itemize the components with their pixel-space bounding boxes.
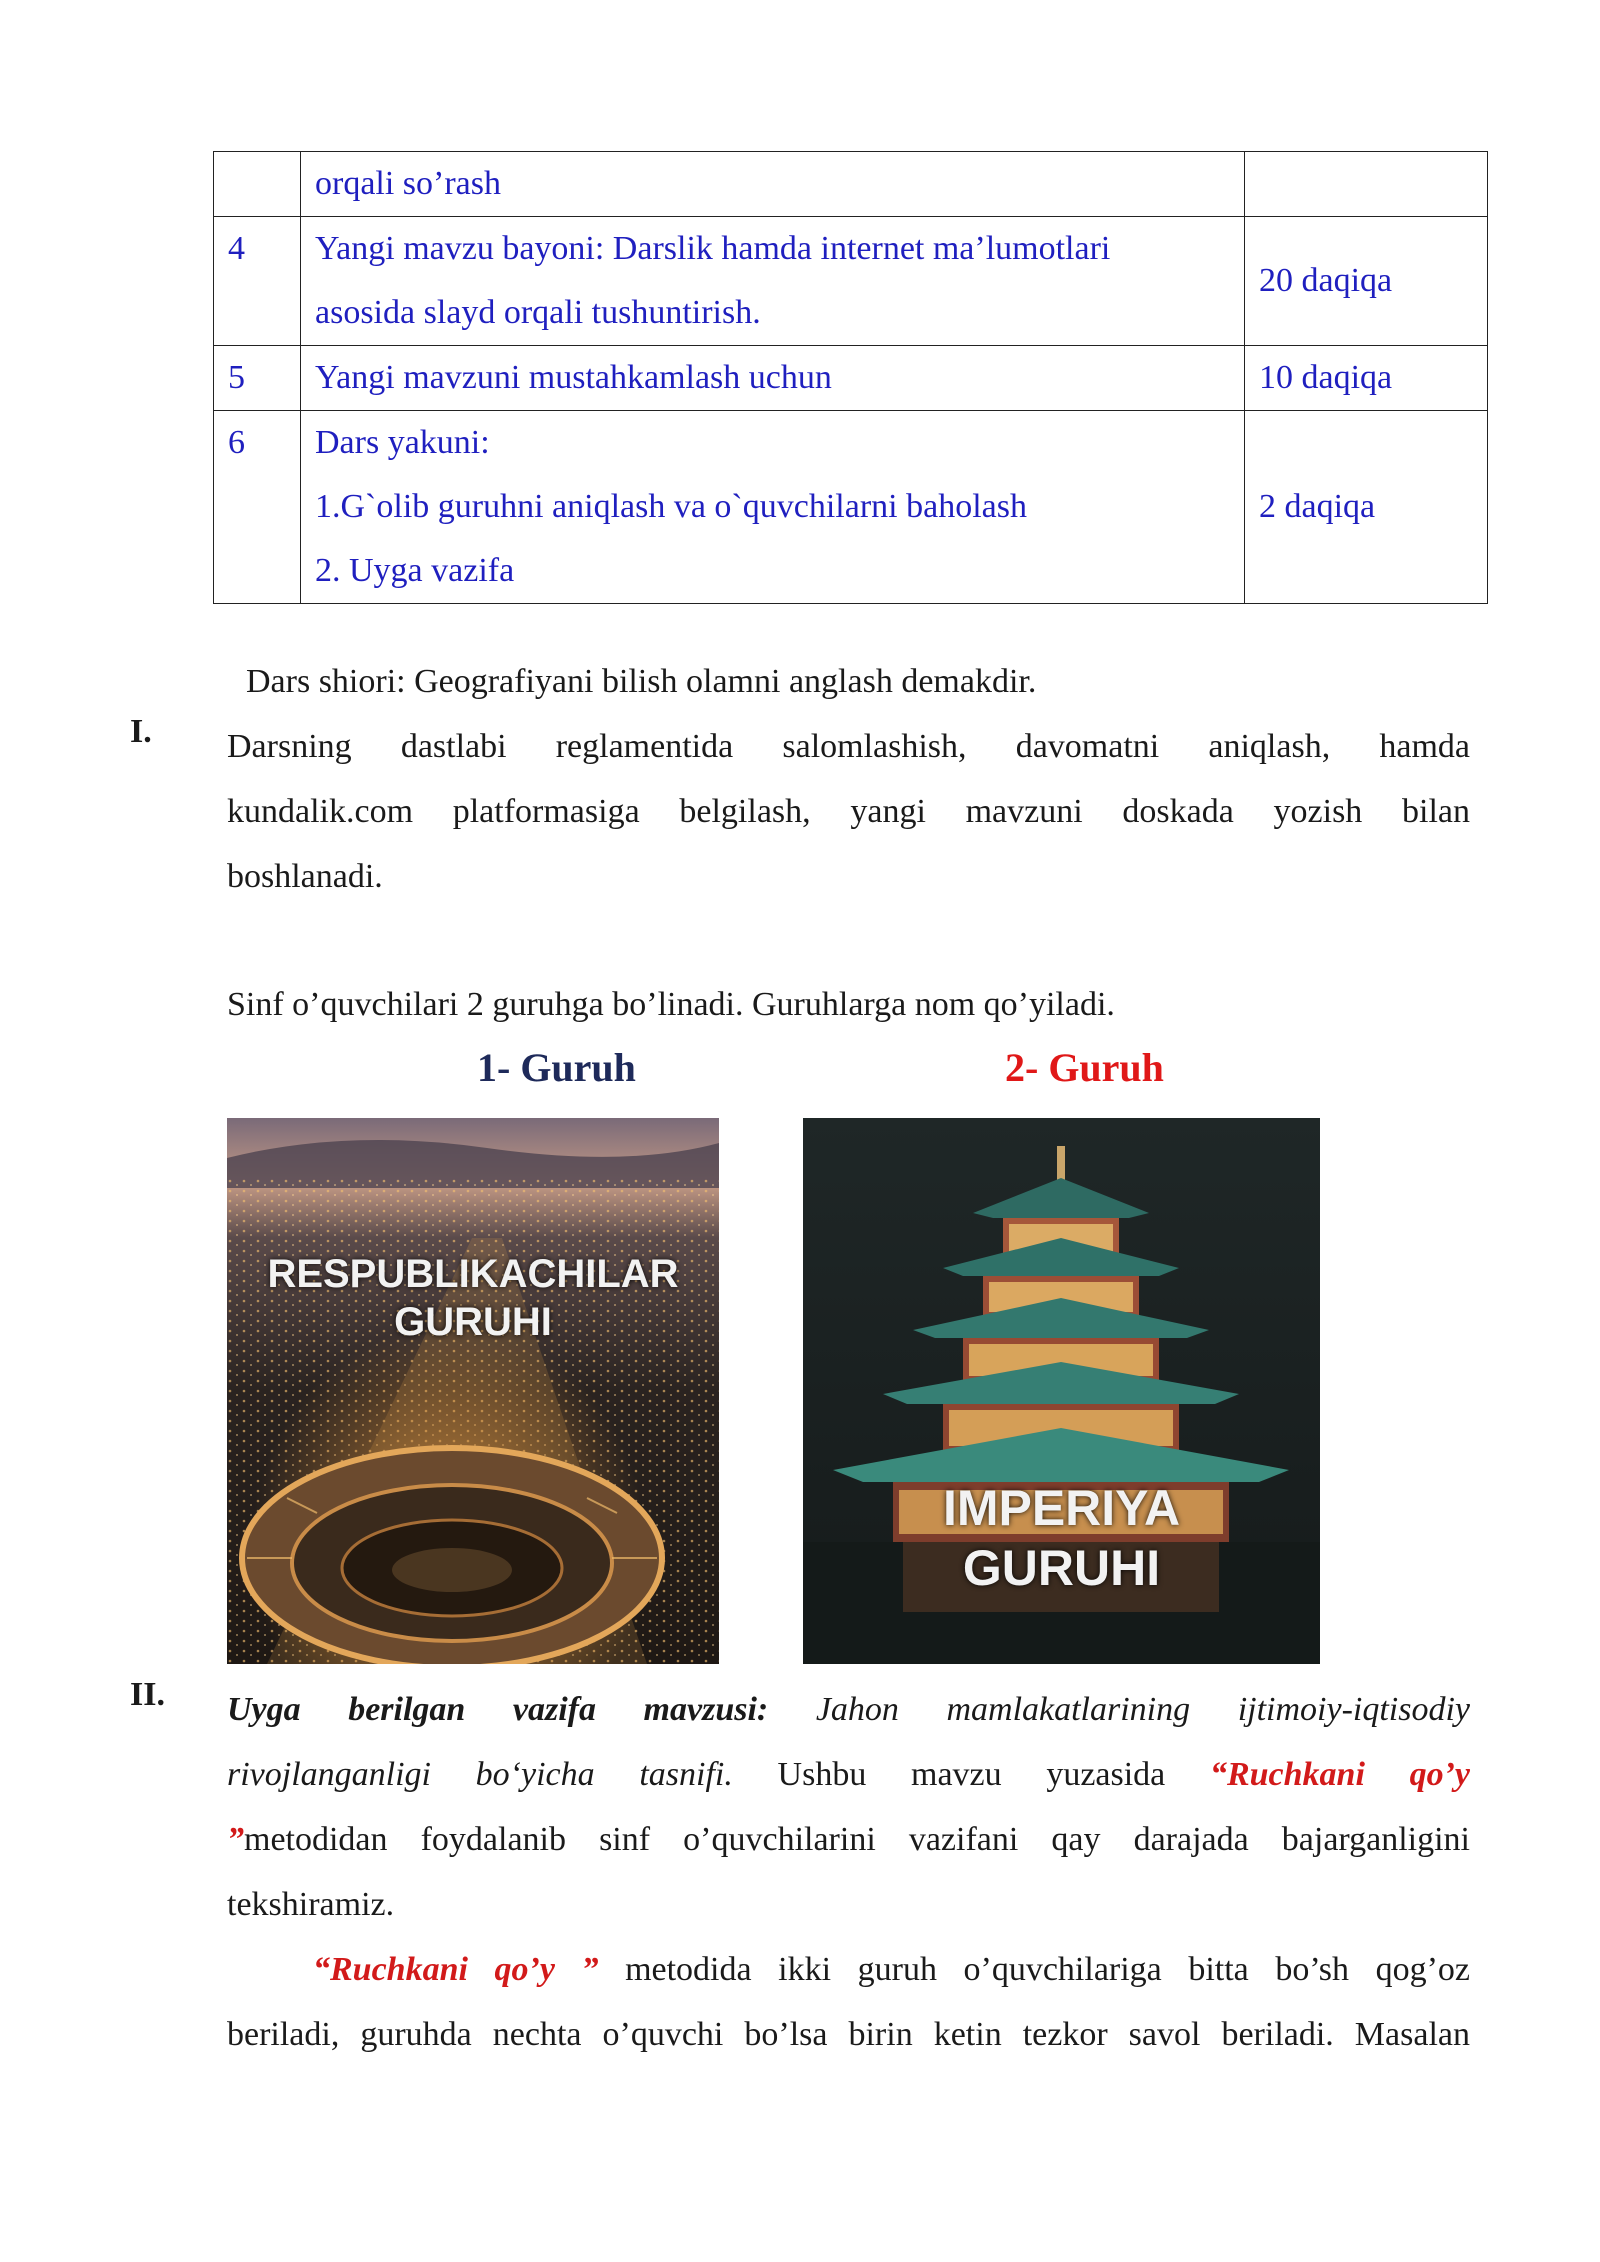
activity-line: Yangi mavzu bayoni: Darslik hamda internet ma’lumotlari (315, 230, 1111, 267)
paragraph-line (227, 1807, 1470, 1872)
colosseum-illustration (227, 1118, 719, 1664)
table-cell-activity (301, 152, 1245, 217)
method-name-close: ” (227, 1821, 244, 1858)
method-name: “Ruchkani qo’y (1209, 1756, 1470, 1793)
image-label-line: GURUHI (394, 1300, 552, 1344)
table-cell-time: 20 daqiqa (1245, 217, 1488, 346)
table-cell-number (214, 152, 301, 217)
table-row (214, 346, 1488, 411)
paragraph-line: boshlanadi. (227, 858, 383, 895)
section-numeral: I. (130, 713, 152, 750)
method-name: “Ruchkani qo’y ” (313, 1951, 599, 1988)
text-run: metodida ikki guruh o’quvchilariga bitta bo’sh qog’oz (625, 1951, 1471, 1988)
group-2-image-label (803, 1478, 1320, 1598)
table-cell-activity (301, 346, 1245, 411)
paragraph-line: kundalik.com platformasiga belgilash, yangi mavzuni doskada yozish bilan (227, 793, 1470, 830)
activity-line: Dars yakuni: (315, 424, 490, 461)
lesson-motto: Dars shiori: Geografiyani bilish olamni anglash demakdir. (246, 663, 1037, 700)
image-label-line: RESPUBLIKACHILAR (267, 1252, 679, 1296)
paragraph-line (227, 1742, 1470, 1807)
table-cell-number: 4 (214, 217, 301, 346)
table-cell-activity (301, 217, 1245, 346)
section-2-paragraph (227, 1677, 1470, 1937)
section-1-paragraph (227, 714, 1470, 909)
table-row (214, 411, 1488, 604)
section-numeral: II. (130, 1676, 165, 1713)
table-cell-number: 6 (214, 411, 301, 604)
homework-topic-label: Uyga berilgan vazifa mavzusi: (227, 1691, 769, 1728)
paragraph-line: beriladi, guruhda nechta o’quvchi bo’lsa birin ketin tezkor savol beriladi. Masalan (227, 2016, 1470, 2053)
group-1-heading: 1- Guruh (477, 1045, 636, 1090)
image-label-line: GURUHI (962, 1540, 1161, 1596)
homework-topic-cont: rivojlanganligi bo‘yicha tasnifi. (227, 1756, 733, 1793)
table-cell-time (1245, 152, 1488, 217)
activity-line: orqali so’rash (315, 165, 502, 202)
activity-line: 1.G`olib guruhni aniqlash va o`quvchilarni baholash (315, 488, 1027, 525)
table-cell-time: 2 daqiqa (1245, 411, 1488, 604)
groups-intro: Sinf o’quvchilari 2 guruhga bo’linadi. Guruhlarga nom qo’yiladi. (227, 986, 1115, 1023)
table-cell-number: 5 (214, 346, 301, 411)
table-cell-time: 10 daqiqa (1245, 346, 1488, 411)
activity-line: asosida slayd orqali tushuntirish. (315, 294, 761, 331)
paragraph-line (227, 1937, 1470, 2002)
text-run: metodidan foydalanib sinf o’quvchilarini vazifani qay darajada bajarganligini (244, 1821, 1470, 1858)
group-2-image (803, 1118, 1320, 1664)
activity-line: 2. Uyga vazifa (315, 552, 515, 589)
table-row (214, 152, 1488, 217)
section-2-paragraph-2 (227, 1937, 1470, 2067)
paragraph-line (227, 1677, 1470, 1742)
paragraph-line: tekshiramiz. (227, 1886, 395, 1923)
text-run: Ushbu mavzu yuzasida (777, 1756, 1166, 1793)
image-label-line: IMPERIYA (942, 1480, 1181, 1536)
group-1-image (227, 1118, 719, 1664)
table-cell-activity (301, 411, 1245, 604)
paragraph-line: Darsning dastlabi reglamentida salomlashish, davomatni aniqlash, hamda (227, 728, 1470, 765)
group-2-heading: 2- Guruh (1005, 1045, 1164, 1090)
lesson-plan-table (213, 151, 1488, 604)
group-1-image-label (227, 1250, 719, 1346)
activity-line: Yangi mavzuni mustahkamlash uchun (315, 359, 832, 396)
table-row (214, 217, 1488, 346)
homework-topic: Jahon mamlakatlarining ijtimoiy-iqtisodiy (815, 1691, 1471, 1728)
